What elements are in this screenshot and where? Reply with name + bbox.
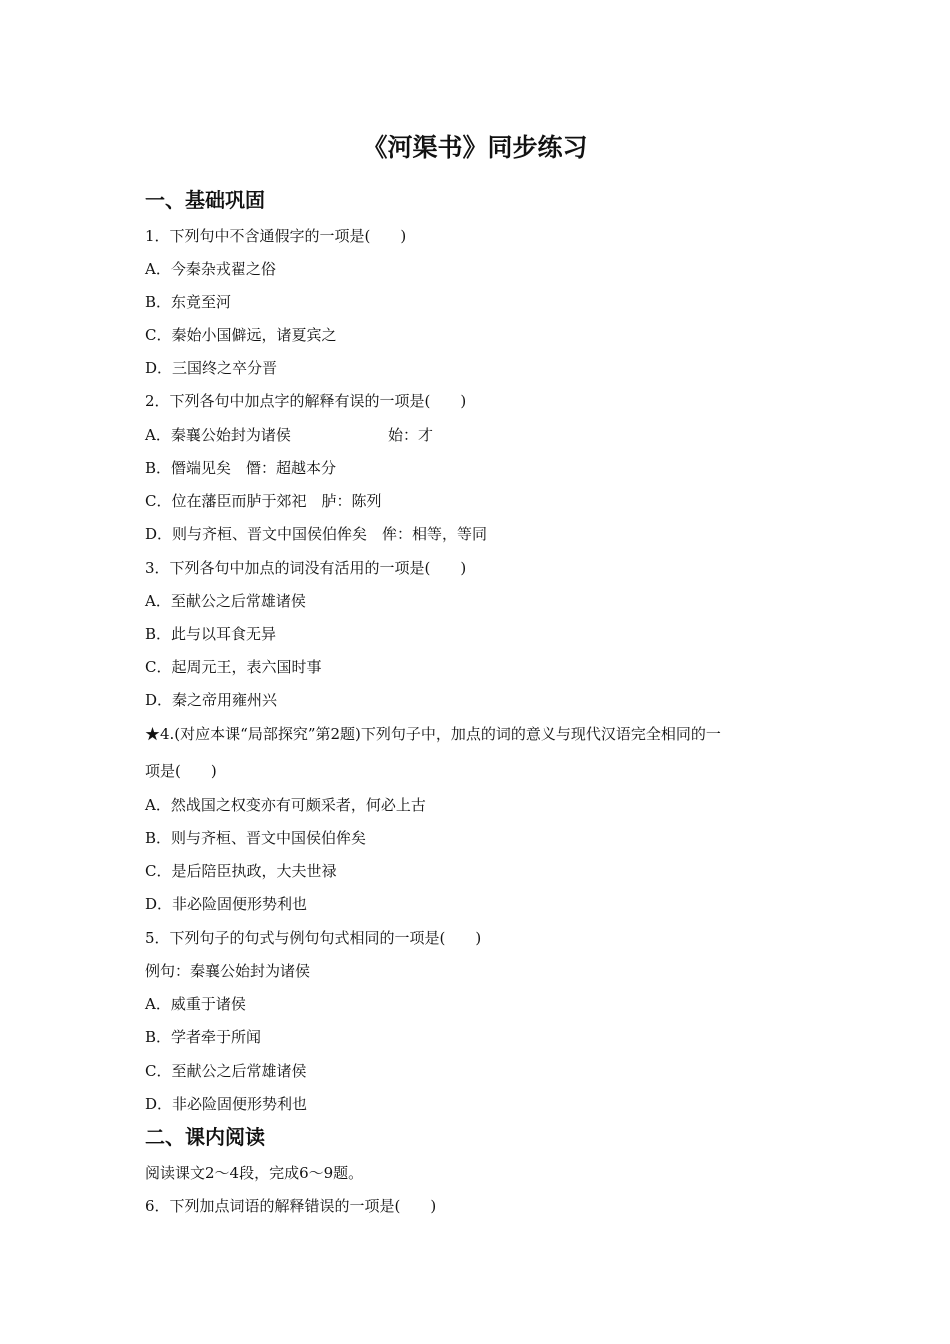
question-3-option-d: D．秦之帝用雍州兴 <box>145 691 278 709</box>
question-4-option-d: D．非必险固便形势利也 <box>145 895 308 913</box>
question-5-option-c: C．至献公之后常雄诸侯 <box>145 1062 307 1080</box>
question-1-option-c: C．秦始小国僻远，诸夏宾之 <box>145 326 337 344</box>
reading-instruction: 阅读课文2～4段，完成6～9题。 <box>145 1164 364 1182</box>
document-title: 《河渠书》同步练习 <box>362 133 588 162</box>
question-4-option-c: C．是后陪臣执政，大夫世禄 <box>145 862 337 880</box>
question-5-option-a: A．威重于诸侯 <box>145 995 246 1013</box>
question-4-stem-line-2: 项是( ) <box>145 762 217 780</box>
question-2-option-b: B．僭端见矣 僭：超越本分 <box>145 459 337 477</box>
question-3-option-a: A．至献公之后常雄诸侯 <box>145 592 306 610</box>
question-1-option-b: B．东竟至河 <box>145 293 232 311</box>
question-3-stem: 3．下列各句中加点的词没有活用的一项是( ) <box>145 559 467 577</box>
question-5-stem: 5．下列句子的句式与例句句式相同的一项是( ) <box>145 929 482 947</box>
question-1-option-a: A．今秦杂戎翟之俗 <box>145 260 276 278</box>
question-6-stem: 6．下列加点词语的解释错误的一项是( ) <box>145 1197 437 1215</box>
question-5-example: 例句：秦襄公始封为诸侯 <box>145 962 311 980</box>
section-heading-basics: 一、基础巩固 <box>145 188 265 212</box>
question-1-stem: 1．下列句中不含通假字的一项是( ) <box>145 227 407 245</box>
question-2-option-c: C．位在藩臣而胪于郊祀 胪：陈列 <box>145 492 382 510</box>
question-4-option-b: B．则与齐桓、晋文中国侯伯侔矣 <box>145 829 367 847</box>
question-4-option-a: A．然战国之权变亦有可颇采者，何必上古 <box>145 796 426 814</box>
question-1-option-d: D．三国终之卒分晋 <box>145 359 278 377</box>
question-5-option-d: D．非必险固便形势利也 <box>145 1095 308 1113</box>
question-5-option-b: B．学者牵于所闻 <box>145 1028 262 1046</box>
question-4-stem-line-1: ★4.(对应本课“局部探究”第2题)下列句子中，加点的词的意义与现代汉语完全相同的一 <box>145 725 721 743</box>
section-heading-reading: 二、课内阅读 <box>145 1125 265 1149</box>
question-2-option-a-gloss: 始：才 <box>388 426 434 444</box>
question-2-stem: 2．下列各句中加点字的解释有误的一项是( ) <box>145 392 467 410</box>
question-2-option-a: A．秦襄公始封为诸侯 <box>145 426 291 444</box>
question-3-option-c: C．起周元王，表六国时事 <box>145 658 322 676</box>
question-3-option-b: B．此与以耳食无异 <box>145 625 277 643</box>
question-2-option-d: D．则与齐桓、晋文中国侯伯侔矣 侔：相等，等同 <box>145 525 488 543</box>
